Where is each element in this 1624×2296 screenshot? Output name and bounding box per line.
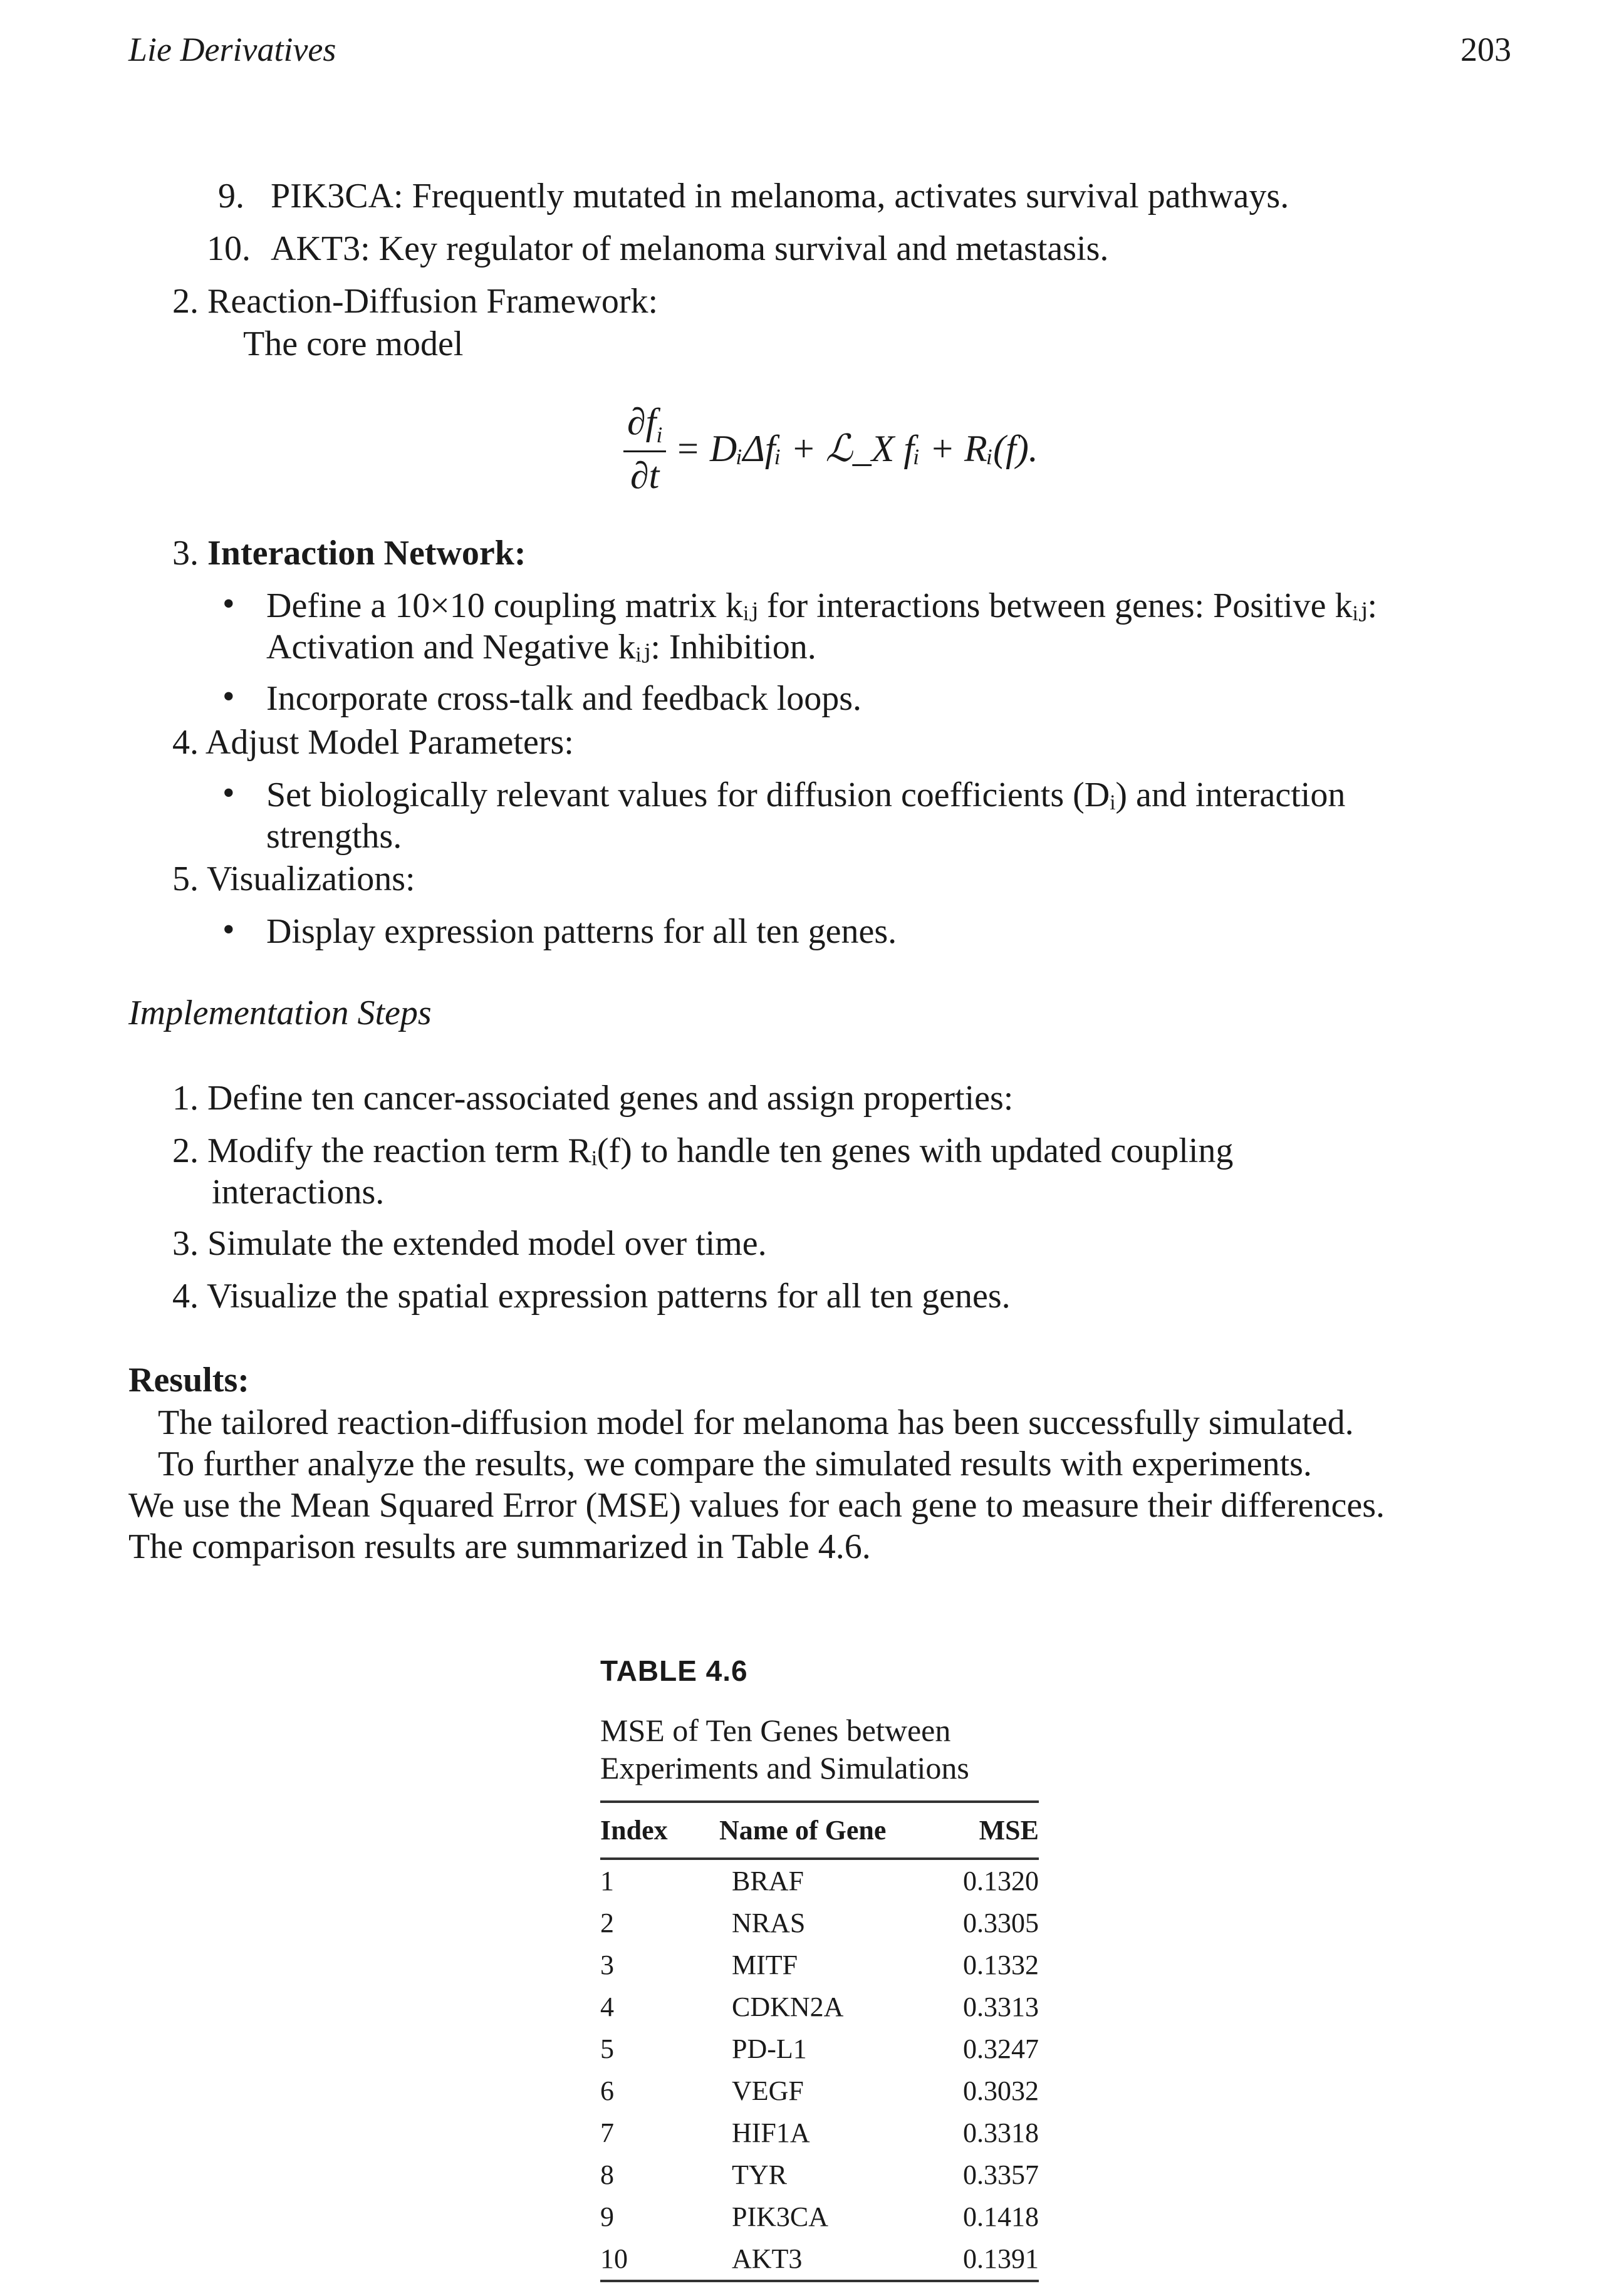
- list-item: [207, 174, 1289, 218]
- section-heading: [172, 857, 415, 901]
- reaction-diffusion-equation: [623, 401, 1038, 496]
- table-row: 8 TYR 0.3357: [600, 2159, 1039, 2190]
- table-row: 9 PIK3CA 0.1418: [600, 2201, 1039, 2232]
- bullet-text: strengths.: [266, 817, 402, 856]
- section-title: Interaction Network:: [207, 534, 526, 573]
- results-text: The comparison results are summarized in Table 4.6.: [128, 1527, 871, 1566]
- caption-line: Experiments and Simulations: [600, 1750, 969, 1785]
- bullet-icon: •: [222, 910, 235, 949]
- results-heading: Results:: [128, 1361, 249, 1400]
- bullet-icon: •: [222, 774, 235, 813]
- section-number: 4.: [172, 723, 199, 762]
- list-text: AKT3: Key regulator of melanoma survival and metastasis.: [271, 229, 1109, 268]
- running-title: Lie Derivatives: [128, 31, 336, 68]
- table-row: 2 NRAS 0.3305: [600, 1908, 1039, 1938]
- table-row: 7 HIF1A 0.3318: [600, 2117, 1039, 2148]
- fraction: [623, 401, 666, 496]
- mse-table: [600, 1800, 1039, 2282]
- step-number: 3.: [172, 1224, 199, 1263]
- table-caption: [600, 1712, 1039, 1787]
- section-heading: [172, 531, 526, 575]
- page-number: 203: [1460, 31, 1511, 68]
- step-text: Modify the reaction term Rᵢ(f) to handle ten genes with updated coupling: [207, 1131, 1234, 1170]
- table-4-6: [600, 1654, 1039, 2282]
- step-item: [172, 1222, 767, 1265]
- numerator: $\partial f_i$: [623, 401, 666, 452]
- section-number: 2.: [172, 282, 199, 321]
- bullet-text: Display expression patterns for all ten genes.: [266, 912, 897, 951]
- section-title: Adjust Model Parameters:: [205, 723, 574, 762]
- step-text: Simulate the extended model over time.: [207, 1224, 767, 1263]
- implementation-heading: Implementation Steps: [128, 994, 432, 1032]
- step-text: Visualize the spatial expression patterns for all ten genes.: [207, 1277, 1011, 1316]
- table-row: 5 PD-L1 0.3247: [600, 2034, 1039, 2064]
- step-text: Define ten cancer-associated genes and assign properties:: [207, 1079, 1014, 1118]
- table-row: 1 BRAF 0.1320: [600, 1866, 1039, 1896]
- step-number: 2.: [172, 1131, 199, 1170]
- table-label: TABLE 4.6: [600, 1654, 748, 1687]
- step-item: [172, 1129, 1233, 1173]
- results-text: We use the Mean Squared Error (MSE) values for each gene to measure their differences.: [128, 1486, 1385, 1525]
- section-heading: [172, 279, 658, 323]
- bullet-text: Incorporate cross-talk and feedback loops.: [266, 679, 862, 718]
- results-text: To further analyze the results, we compare the simulated results with experiments.: [158, 1445, 1312, 1483]
- column-header: MSE: [979, 1815, 1039, 1846]
- column-header: Index: [600, 1815, 668, 1846]
- bullet-text: Set biologically relevant values for diffusion coefficients (Dᵢ) and interaction: [266, 776, 1346, 814]
- equation-rhs: = DᵢΔfᵢ + ℒ_X fᵢ + Rᵢ(f).: [675, 427, 1038, 469]
- table-row: 10 AKT3 0.1391: [600, 2238, 1039, 2281]
- bullet-icon: •: [222, 584, 235, 623]
- section-heading: [172, 720, 574, 764]
- table-row: 6 VEGF 0.3032: [600, 2075, 1039, 2106]
- results-text: The tailored reaction-diffusion model for melanoma has been successfully simulated.: [158, 1403, 1354, 1442]
- step-number: 1.: [172, 1079, 199, 1118]
- section-subtext: The core model: [243, 325, 464, 363]
- column-header: Name of Gene: [719, 1815, 887, 1846]
- bullet-text: Define a 10×10 coupling matrix kᵢⱼ for interactions between genes: Positive kᵢⱼ:: [266, 586, 1378, 625]
- section-title: Reaction-Diffusion Framework:: [207, 282, 658, 321]
- bullet-text: Activation and Negative kᵢⱼ: Inhibition.: [266, 628, 816, 667]
- table-row: 3 MITF 0.1332: [600, 1950, 1039, 1980]
- section-number: 3.: [172, 534, 199, 573]
- denominator: ∂t: [630, 454, 660, 496]
- section-number: 5.: [172, 860, 199, 898]
- list-item: [207, 227, 1108, 271]
- table-row: 4 CDKN2A 0.3313: [600, 1992, 1039, 2022]
- step-number: 4.: [172, 1277, 199, 1316]
- section-title: Visualizations:: [207, 860, 415, 898]
- step-text: interactions.: [212, 1173, 385, 1212]
- step-item: [172, 1274, 1011, 1318]
- list-number: 9.: [218, 177, 244, 216]
- list-number: 10.: [207, 229, 251, 268]
- table-header-row: [600, 1802, 1039, 1859]
- caption-line: MSE of Ten Genes between: [600, 1713, 951, 1748]
- bullet-icon: •: [222, 677, 235, 716]
- step-item: [172, 1076, 1013, 1120]
- list-text: PIK3CA: Frequently mutated in melanoma, activates survival pathways.: [271, 177, 1289, 216]
